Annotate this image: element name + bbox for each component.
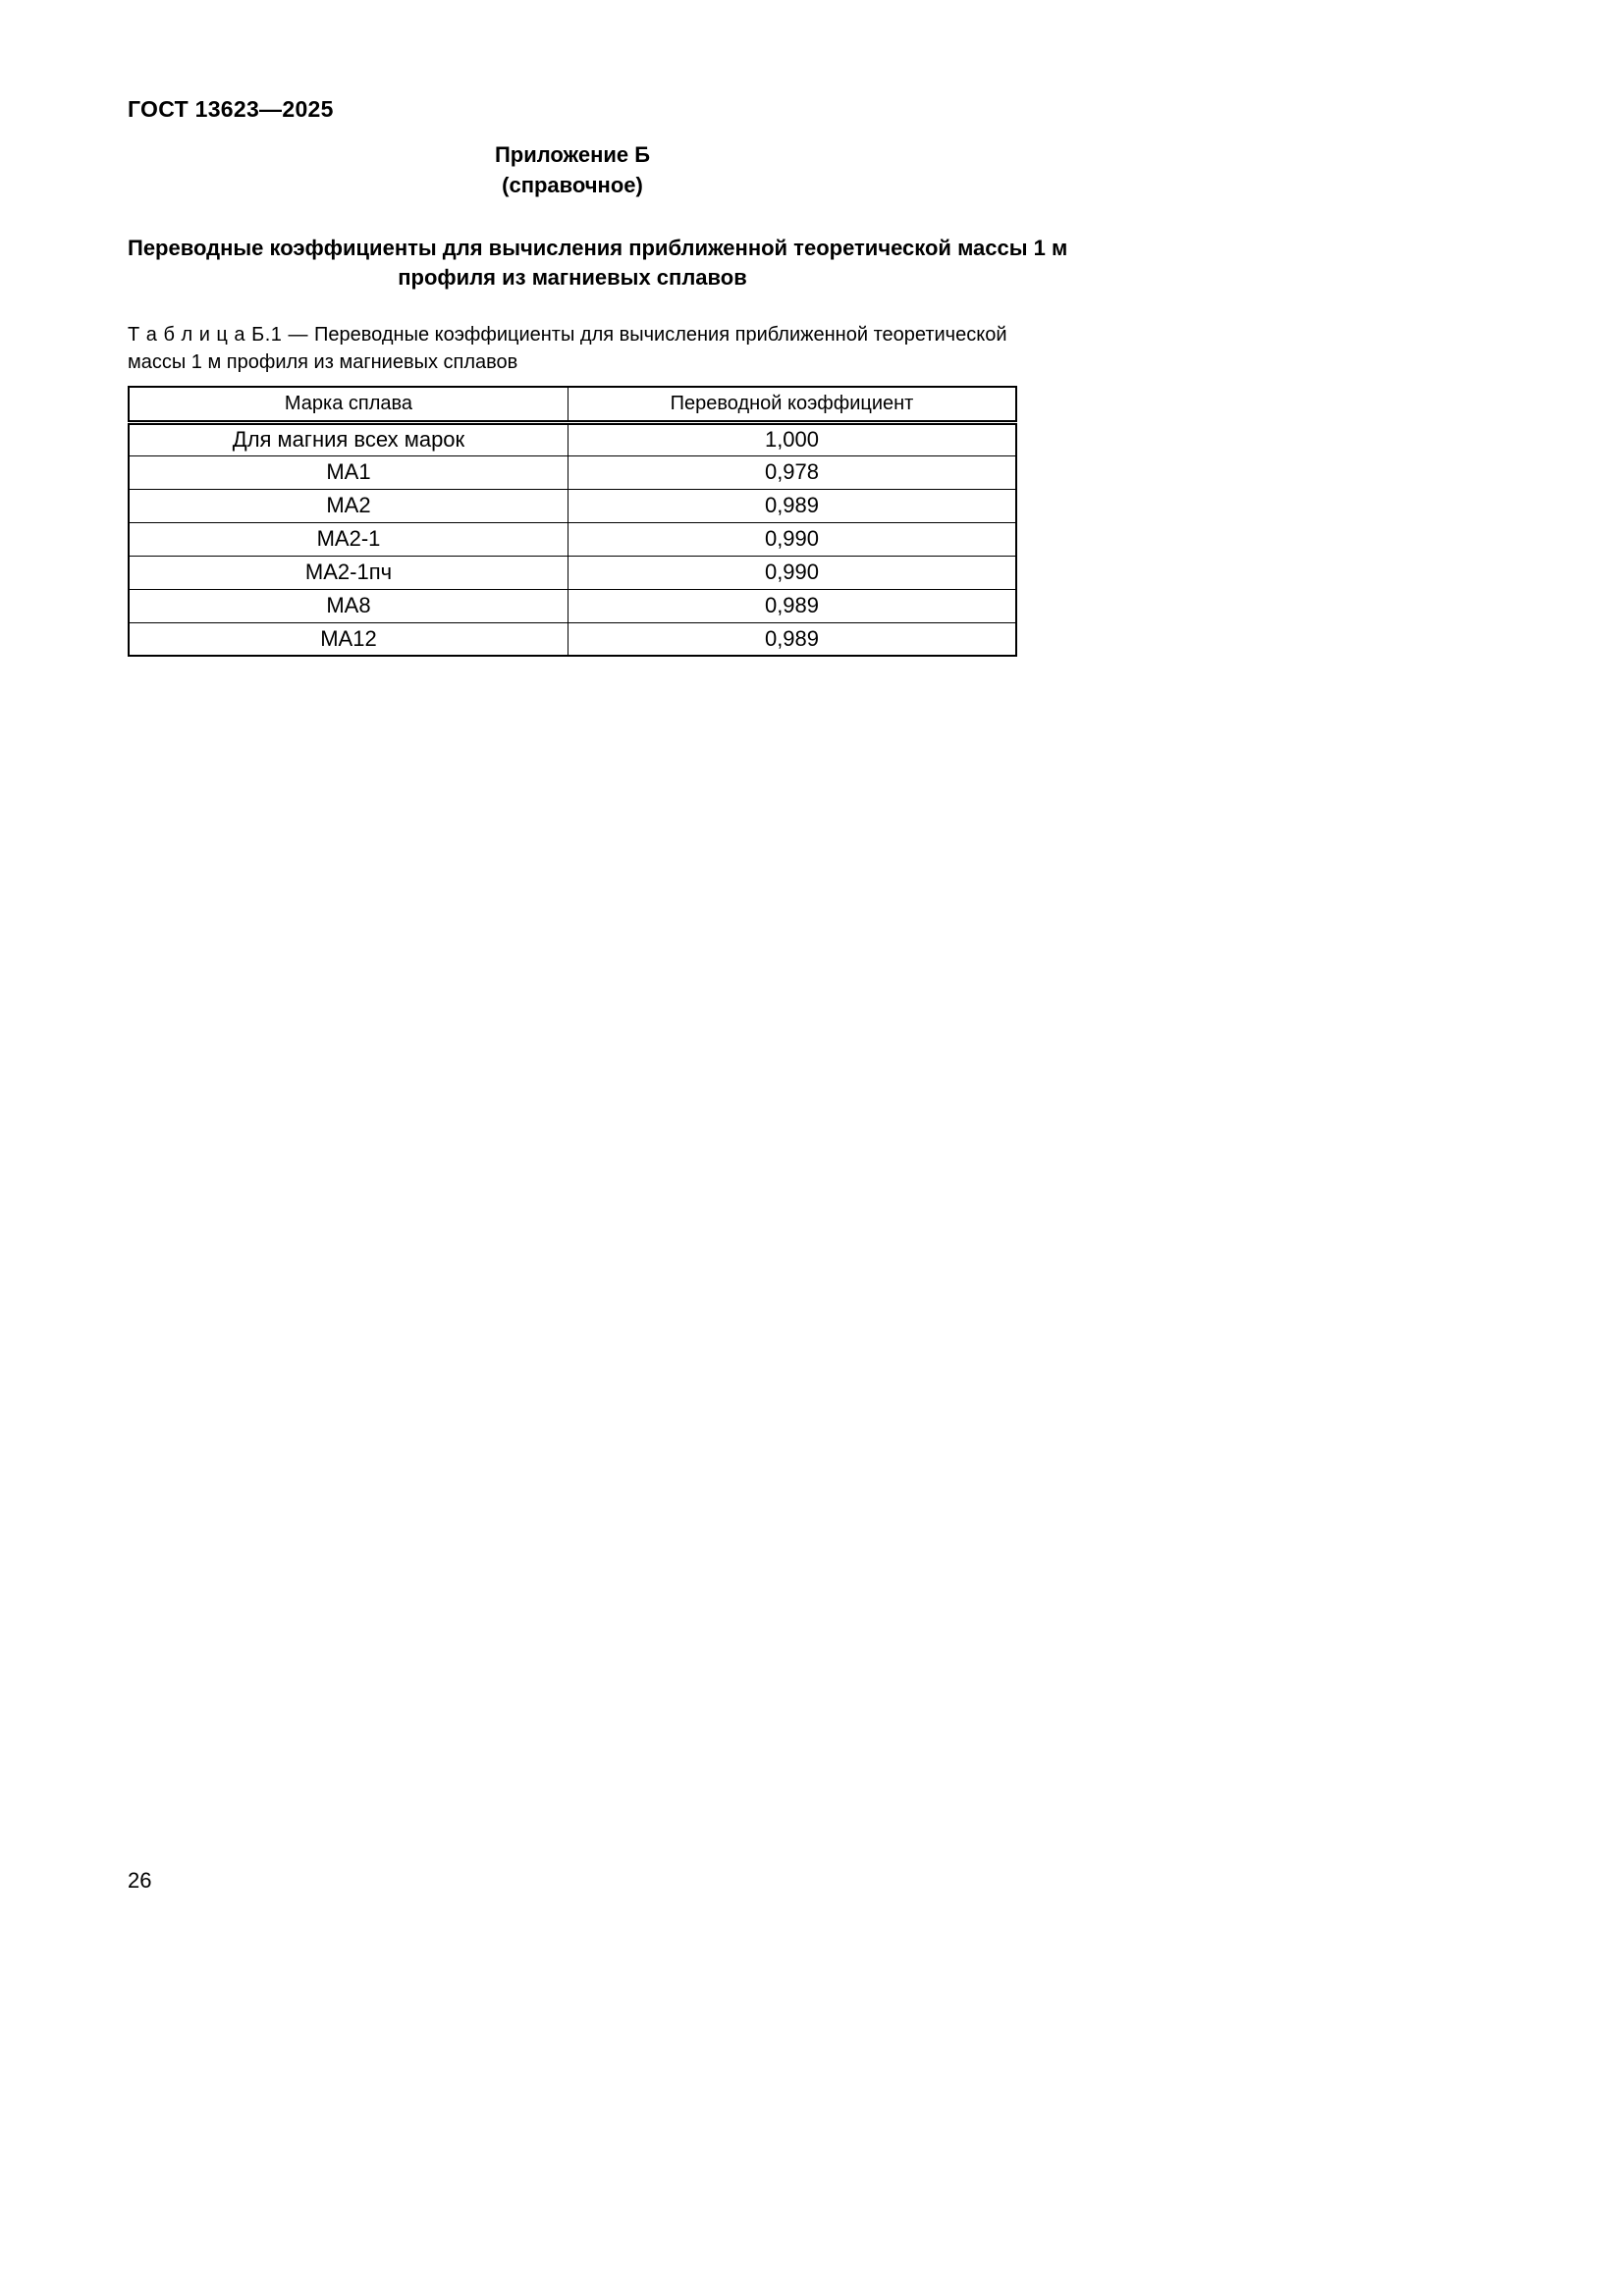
page-number: 26 bbox=[128, 1868, 152, 1893]
column-header-grade: Марка сплава bbox=[129, 387, 568, 422]
appendix-label: Приложение Б bbox=[494, 142, 651, 167]
cell-coefficient: 0,989 bbox=[568, 589, 1016, 622]
cell-grade: Для магния всех марок bbox=[129, 422, 568, 455]
table-row bbox=[129, 455, 1016, 489]
cell-coefficient: 0,990 bbox=[568, 522, 1016, 556]
page-content bbox=[128, 141, 1068, 657]
table-row bbox=[129, 556, 1016, 589]
cell-grade: МА2-1пч bbox=[129, 556, 568, 589]
cell-coefficient: 0,989 bbox=[568, 622, 1016, 656]
table-row bbox=[129, 422, 1016, 455]
cell-coefficient: 0,989 bbox=[568, 489, 1016, 522]
table-row bbox=[129, 522, 1016, 556]
table-row bbox=[129, 489, 1016, 522]
appendix-title-line-2: профиля из магниевых сплавов bbox=[398, 264, 747, 290]
cell-coefficient: 0,990 bbox=[568, 556, 1016, 589]
table-caption-label: Т а б л и ц а Б.1 — bbox=[128, 324, 315, 347]
conversion-coefficients-table bbox=[128, 386, 1017, 657]
cell-coefficient: 1,000 bbox=[568, 422, 1016, 455]
cell-grade: МА1 bbox=[129, 455, 568, 489]
table-row bbox=[129, 622, 1016, 656]
column-header-coefficient: Переводной коэффициент bbox=[568, 387, 1016, 422]
appendix-title-line-1: Переводные коэффициенты для вычисления приближенной теоретической массы 1 м bbox=[128, 236, 1068, 260]
table-caption bbox=[128, 321, 1017, 376]
appendix-type: (справочное) bbox=[502, 172, 643, 197]
running-header: ГОСТ 13623—2025 bbox=[128, 96, 334, 122]
cell-grade: МА8 bbox=[129, 589, 568, 622]
table-row bbox=[129, 589, 1016, 622]
table-header-row bbox=[129, 387, 1016, 422]
cell-grade: МА2 bbox=[129, 489, 568, 522]
cell-grade: МА2-1 bbox=[129, 522, 568, 556]
appendix-title bbox=[128, 234, 1068, 292]
cell-grade: МА12 bbox=[129, 622, 568, 656]
table-caption-text: Переводные коэффициенты для вычисления приближенной теоретической массы 1 м профиля из магниевых сплавов bbox=[128, 324, 1007, 374]
cell-coefficient: 0,978 bbox=[568, 455, 1016, 489]
